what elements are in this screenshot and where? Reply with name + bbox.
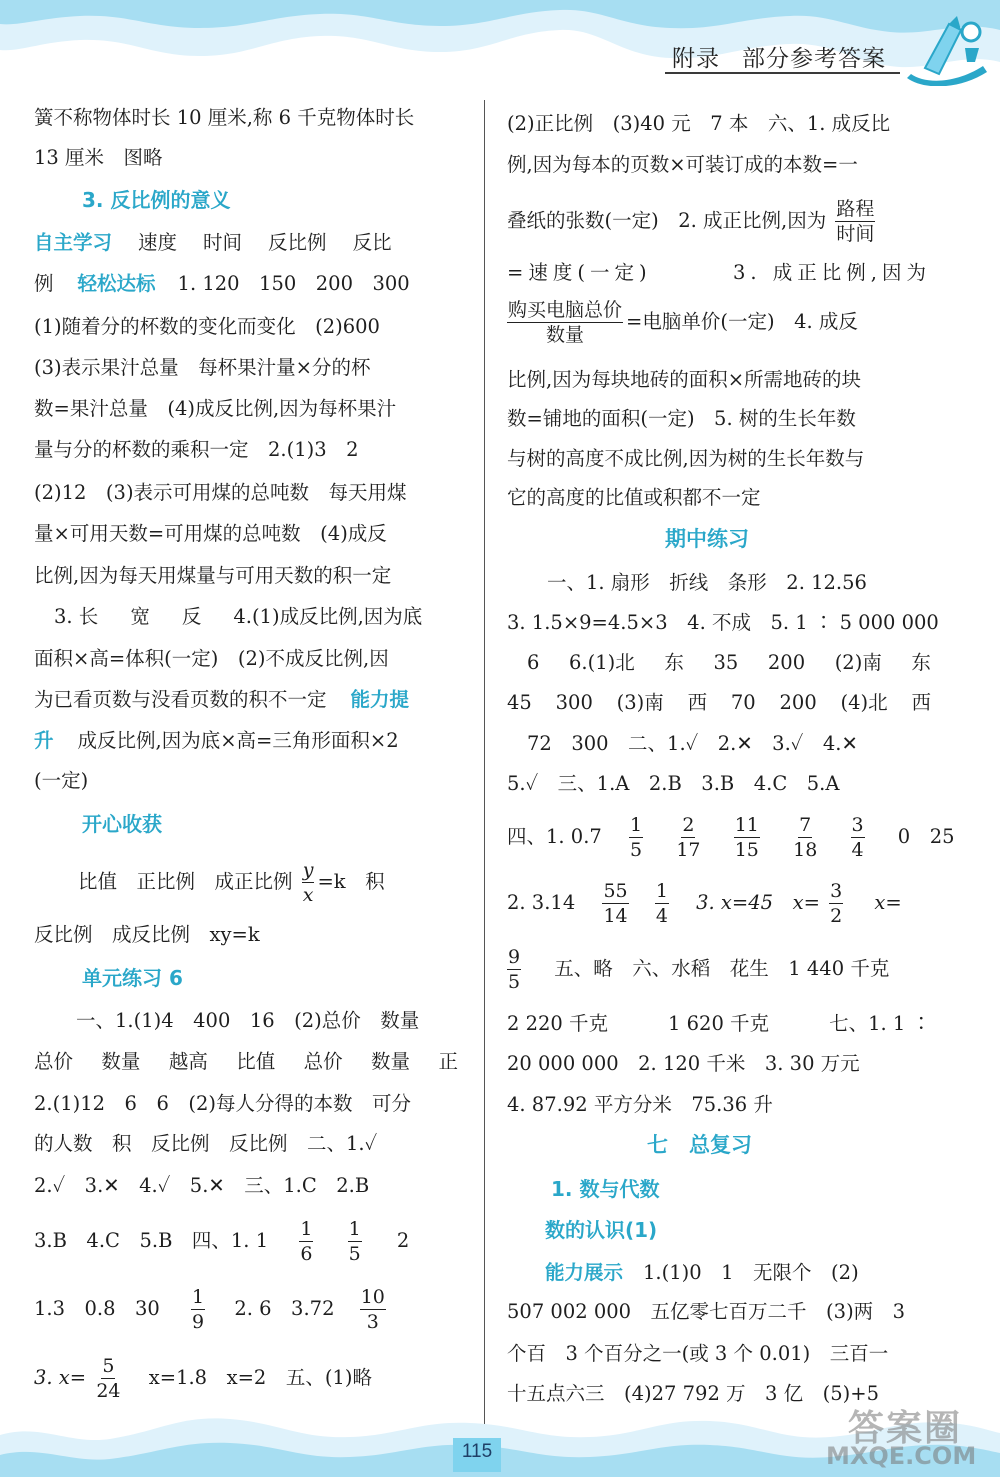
answer-line: 20 000 000 2. 120 千米 3. 30 万元 (507, 1052, 860, 1075)
answer-line: 十五点六三 (4)27 792 万 3 亿 (5)+5 (507, 1382, 880, 1405)
answer-line: $\frac{9}{5}$ 五、略 六、水稻 花生 1 440 千克 (508, 946, 890, 993)
answer-line: 2. 3.14 $\frac{55}{14}$ $\frac{1}{4}$ 3. x=45 x= $\frac{3}{2}$ x= (507, 880, 902, 927)
watermark-site: MXQE.COM (826, 1442, 977, 1470)
fraction: $\frac{3}{4}$ (851, 814, 864, 861)
running-header (672, 40, 886, 73)
answer-line: 簧不称物体时长 10 厘米,称 6 千克物体时长 (34, 106, 415, 129)
answer-line: 反比例 成反比例 xy=k (34, 923, 260, 946)
answer-line: 6 6.(1)北 东 35 200 (2)南 东 (527, 651, 931, 674)
answer-line: 量与分的杯数的乘积一定 2.(1)3 2 (34, 438, 359, 461)
section-heading-kaixin: 开心收获 (82, 812, 162, 836)
answer-line: 72 300 二、1.✓ 2.✕ 3.✓ 4.✕ (527, 732, 858, 755)
answer-line: 3. x= $\frac{5}{24}$ x=1.8 x=2 五、(1)略 (34, 1355, 372, 1402)
section-heading-fanbili: 3. 反比例的意义 (82, 188, 231, 212)
tag-nengli-tisheng-cont: 升 (34, 729, 54, 752)
fraction: $\frac{2}{17}$ (676, 814, 701, 861)
answer-line: 量×可用天数=可用煤的总吨数 (4)成反 (34, 522, 387, 545)
answer-line: 自主学习 速度 时间 反比例 反比 (34, 228, 458, 258)
answer-line: 叠纸的张数(一定) 2. 成正比例,因为 $\frac{\text{路程}}{\text{时间}}$ (507, 198, 875, 245)
fraction: $\frac{11}{15}$ (734, 814, 759, 861)
tag-zizhu-xuexi: 自主学习 (34, 231, 113, 254)
answer-line: 2.✓ 3.✕ 4.✓ 5.✕ 三、1.C 2.B (34, 1174, 370, 1197)
fraction: $\frac{1}{6}$ (300, 1218, 313, 1265)
answer-line: (一定) (34, 769, 89, 792)
fraction: $\frac{1}{9}$ (192, 1286, 205, 1333)
pencil-mascot-icon (905, 14, 993, 86)
answer-line: 5.✓ 三、1.A 2.B 3.B 4.C 5.A (507, 772, 840, 795)
answer-line: (2)12 (3)表示可用煤的总吨数 每天用煤 (34, 481, 407, 504)
tag-nengli-tisheng: 能力提 (350, 688, 410, 711)
section-heading-midterm: 期中练习 (665, 527, 749, 551)
answer-line: 数=果汁总量 (4)成反比例,因为每杯果汁 (34, 397, 397, 420)
fraction: $\frac{y}{x}$ (302, 859, 314, 906)
fraction: $\frac{9}{5}$ (508, 946, 521, 993)
fraction: $\frac{\text{路程}}{\text{时间}}$ (836, 198, 875, 245)
section-heading-review: 七 总复习 (647, 1133, 752, 1157)
answer-line: 升 成反比例,因为底×高=三角形面积×2 (34, 729, 399, 752)
fraction: $\frac{10}{3}$ (360, 1286, 385, 1333)
answer-line: $\frac{\text{购买电脑总价}}{\text{数量}}$ =电脑单价(一定) 4. 成反 (508, 299, 858, 346)
section-heading-shu-de-renshi: 数的认识(1) (545, 1218, 658, 1242)
answer-line: 一、1. 扇形 折线 条形 2. 12.56 (547, 571, 867, 594)
fraction: $\frac{1}{4}$ (655, 880, 668, 927)
watermark-logo-text: 答案圈 (848, 1408, 963, 1449)
answer-line: 4. 87.92 平方分米 75.36 升 (507, 1093, 773, 1116)
answer-line: 3.B 4.C 5.B 四、1. 1 $\frac{1}{6}$ $\frac{1}{5}$ 2 (34, 1218, 410, 1265)
answer-line: 四、1. 0.7 $\frac{1}{5}$ $\frac{2}{17}$ $\frac{11}{15}$ $\frac{7}{18}$ $\frac{3}{4}$ 0 25 (507, 814, 955, 861)
answer-line: 例 轻松达标 1. 120 150 200 300 (34, 272, 410, 295)
answer-line: 比值 正比例 成正比例 $\frac{y}{x}$ =k 积 (78, 859, 385, 906)
answer-line: 507 002 000 五亿零七百万二千 (3)两 3 (507, 1300, 906, 1323)
header-rule (665, 72, 900, 74)
fraction: $\frac{7}{18}$ (793, 814, 818, 861)
page-number: 115 (461, 1441, 493, 1462)
answer-line: 2.(1)12 6 6 (2)每人分得的本数 可分 (34, 1092, 411, 1115)
answer-line: 一、1.(1)4 400 16 (2)总价 数量 (76, 1009, 420, 1032)
answer-line: 面积×高=体积(一定) (2)不成反比例,因 (34, 647, 389, 670)
answer-line: 与树的高度不成比例,因为树的生长年数与 (507, 447, 865, 470)
answer-line: 1.3 0.8 30 $\frac{1}{9}$ 2. 6 3.72 $\frac{10}{3}$ (34, 1286, 385, 1333)
answer-line: 45 300 (3)南 西 70 200 (4)北 西 (507, 691, 931, 714)
tag-nengli-zhanshi: 能力展示 (545, 1261, 624, 1284)
section-heading-shu-yu-daishu: 1. 数与代数 (551, 1177, 660, 1201)
answer-line: 例,因为每本的页数×可装订成的本数=一 (507, 153, 858, 176)
answer-line: 3. 长 宽 反 4.(1)成反比例,因为底 (54, 605, 423, 628)
answer-line: 能力展示 1.(1)0 1 无限个 (2) (545, 1261, 859, 1284)
fraction: $\frac{1}{5}$ (348, 1218, 361, 1265)
header-title: 部分参考答案 (742, 46, 886, 72)
answer-line: 2 220 千克 1 620 千克 七、1. 1 ∶ (507, 1012, 931, 1035)
tag-qingsong-dabiao: 轻松达标 (77, 272, 156, 295)
column-divider (484, 100, 485, 1430)
answer-line: 比例,因为每块地砖的面积×所需地砖的块 (507, 368, 862, 391)
answer-line: (2)正比例 (3)40 元 7 本 六、1. 成反比 (507, 112, 891, 135)
fraction: $\frac{55}{14}$ (603, 880, 628, 927)
answer-line: 个百 3 个百分之一(或 3 个 0.01) 三百一 (507, 1342, 889, 1365)
fraction: $\frac{1}{5}$ (630, 814, 643, 861)
answer-line: 总价 数量 越高 比值 总价 数量 正 (34, 1050, 458, 1073)
answer-line: 3. 1.5×9=4.5×3 4. 不成 5. 1 ∶ 5 000 000 (507, 611, 939, 634)
appendix-label: 附录 (672, 46, 720, 72)
answer-line: 13 厘米 图略 (34, 146, 163, 169)
section-heading-unit6: 单元练习 6 (82, 966, 183, 990)
answer-line: (1)随着分的杯数的变化而变化 (2)600 (34, 315, 380, 338)
answer-line: 的人数 积 反比例 反比例 二、1.✓ (34, 1132, 378, 1155)
answer-line: 比例,因为每天用煤量与可用天数的积一定 (34, 564, 392, 587)
fraction: $\frac{\text{购买电脑总价}}{\text{数量}}$ (508, 299, 623, 346)
answer-line: =速度(一定) 3. 成正比例,因为 (507, 261, 931, 284)
answer-line: 它的高度的比值或积都不一定 (507, 486, 761, 509)
answer-line: 为已看页数与没看页数的积不一定 能力提 (34, 688, 410, 711)
answer-line: 数=铺地的面积(一定) 5. 树的生长年数 (507, 407, 856, 430)
fraction: $\frac{3}{2}$ (830, 880, 843, 927)
answer-line: (3)表示果汁总量 每杯果汁量×分的杯 (34, 356, 371, 379)
fraction: $\frac{5}{24}$ (96, 1355, 121, 1402)
